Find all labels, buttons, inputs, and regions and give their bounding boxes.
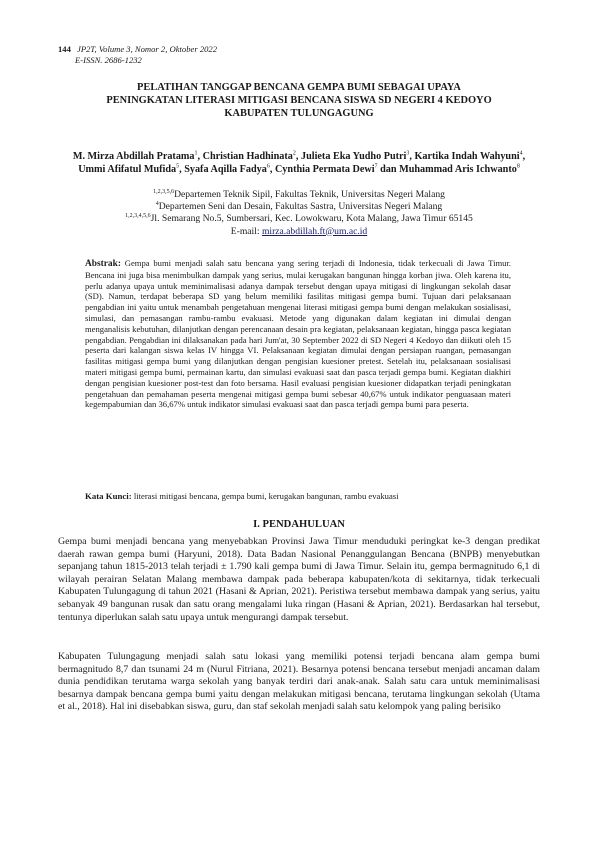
running-header <box>58 44 217 65</box>
title-line: KABUPATEN TULUNGAGUNG <box>224 108 374 119</box>
page-number: 144 <box>58 44 71 54</box>
title-line: PELATIHAN TANGGAP BENCANA GEMPA BUMI SEBAGAI UPAYA <box>137 82 461 93</box>
author-separator: , <box>269 164 275 176</box>
author-name: Julieta Eka Yudho Putri <box>300 151 407 162</box>
body-paragraph: Kabupaten Tulungagung menjadi salah satu lokasi yang memiliki potensi terjadi bencana alam gempa bumi bermagnitudo 8,7 dan tsunami 24 m (Nurul Fitriana, 2021). Besarnya potensi bencana tersebut menjadi ancaman dalam dunia pendidikan terutama warga sekolah yang banyak terdiri dari anak-anak. Salah satu cara untuk meminimalisasi besarnya dampak bencana gempa bumi yaitu dengan melakukan mitigasi bencana, terutama lingkungan sekolah (Utama et al., 2018). Hal ini disebabkan siswa, guru, dan staf sekolah menjadi salah satu kelompok yang paling berisiko <box>58 651 540 713</box>
author-name: Christian Hadhinata <box>202 151 293 162</box>
section-heading: I. PENDAHULUAN <box>253 519 345 530</box>
author-separator: , <box>295 151 301 162</box>
author-name: Ummi Afifatul Mufida <box>78 164 177 176</box>
affiliation-line: $^4$Departemen Seni dan Desain, Fakultas Sastra, Universitas Negeri Malang <box>155 201 443 213</box>
author-affiliation-mark: 2 <box>292 150 296 157</box>
author-name: Syafa Aqilla Fadya <box>184 164 267 176</box>
body-paragraph: Gempa bumi menjadi bencana yang menyebabkan Provinsi Jawa Timur menduduki peringkat ke-3 dengan predikat daerah rawan gempa bumi (Haryuni, 2018). Data Badan Nasional Penanggulangan Bencana (BNPB) menyebutkan sepanjang tahun 1815-2013 telah terjadi ± 1.790 kali gempa bumi di Jawa Timur. Selain itu, gempa bermagnitudo 6,1 di wilayah perairan Selatan Malang membawa dampak pada beberapa kabupaten/kota di sekitarnya, tidak terkecuali Kabupaten Tulungagung di tahun 2021 (Hasani & Aprian, 2021). Peristiwa tersebut membawa dampak yang serius, yaitu sebanyak 49 bangunan rusak dan satu orang mengalami luka ringan (Hasani & Aprian, 2021). Berdasarkan hal tersebut, tentunya diperlukan salah satu upaya untuk mengurangi dampak tersebut. <box>58 536 540 623</box>
email-link[interactable]: mirza.abdillah.ft@um.ac.id <box>261 225 368 237</box>
paper-title <box>58 81 540 120</box>
author-affiliation-mark: 6 <box>266 163 270 170</box>
author-name: Cynthia Permata Dewi <box>274 164 375 176</box>
author-separator: , <box>179 164 185 176</box>
author-affiliation-mark: 1 <box>194 150 198 157</box>
abstract-label: Abstrak: <box>85 259 121 269</box>
author-separator: dan <box>377 164 400 176</box>
author-list <box>58 150 540 177</box>
author-name: Muhammad Aris Ichwanto <box>399 164 517 176</box>
author-separator: , <box>522 151 526 162</box>
affiliation-line: $^{1,2,3,4,5,6}$Jl. Semarang No.5, Sumbersari, Kec. Lowokwaru, Kota Malang, Jawa Timur 65145 <box>125 213 473 225</box>
email-line: E-mail: mirza.abdillah.ft@um.ac.id <box>230 225 368 237</box>
title-line: PENINGKATAN LITERASI MITIGASI BENCANA SISWA SD NEGERI 4 KEDOYO <box>106 95 492 106</box>
author-affiliation-mark: 8 <box>516 163 520 170</box>
issn: E-ISSN. 2686-1232 <box>75 54 142 65</box>
abstract <box>85 258 511 410</box>
author-affiliation-mark: 4 <box>519 150 523 157</box>
author-separator: , <box>409 151 415 162</box>
affiliation-line: $^{1,2,3,5,6}$Departemen Teknik Sipil, Fakultas Teknik, Universitas Negeri Malang <box>153 188 445 200</box>
keywords-text: literasi mitigasi bencana, gempa bumi, kerugakan bangunan, rambu evakuasi <box>133 491 399 501</box>
abstract-text: Gempa bumi menjadi salah satu bencana yang sering terjadi di Indonesia, tidak terkecuali di Jawa Timur. Bencana ini juga bisa menimbulkan dampak yang serius, mulai kerugakan bangunan hingga korban jiwa. Oleh karena itu, perlu adanya upaya untuk meminimalisasi adanya dampak tersebut dengan upaya mitigasi di lingkungan sekolah dasar (SD). Namun, terdapat beberapa SD yang belum memiliki fasilitas mitigasi gempa bumi. Tujuan dari pelaksanaan pengabdian ini yaitu untuk menambah pengetahuan mengenai literasi mitigasi gempa bumi dengan melakukan sosialisasi, simulasi, dan pemasangan rambu-rambu evakuasi. Metode yang digunakan dalam kegiatan ini dimulai dengan menganalisis kebutuhan, dilanjutkan dengan perencanaan desain pra kegiatan, pelaksanaan kegiatan, hingga pasca kegiatan pengabdian. Pengabdian ini dilaksanakan pada hari Jum'at, 30 September 2022 di SD Negeri 4 Kedoyo dan diikuti oleh 15 peserta dari kalangan siswa kelas IV hingga VI. Pelaksanaan kegiatan dimulai dengan persiapan ruangan, pemasangan fasilitas mitigasi gempa bumi yang dilanjutkan dengan pengisian kuesioner pretest. Setelah itu, pelaksanaan sosialisasi materi mitigasi gempa bumi, permainan kartu, dan simulasi evakuasi saat dan pasca terjadi gempa bumi. Kegiatan diakhiri dengan pengisian kuesioner post-test dan foto bersama. Hasil evaluasi pengisian kuesioner didapatkan terjadi peningkatan pengetahuan dan pemahaman peserta mengenai mitigasi gempa bumi sebesar 40,67% untuk indikator penguasaan materi kegempabumian dan 36,67% untuk indikator simulasi evakuasi saat dan pasca terjadi gempa bumi para peserta. <box>85 258 511 410</box>
author-affiliation-mark: 7 <box>374 163 378 170</box>
author-affiliation-mark: 5 <box>176 163 180 170</box>
affiliations <box>58 189 540 238</box>
keywords-label: Kata Kunci: <box>85 491 132 501</box>
author-name: M. Mirza Abdillah Pratama <box>72 151 195 162</box>
author-affiliation-mark: 3 <box>406 150 410 157</box>
journal-info: JP2T, Volume 3, Nomor 2, Oktober 2022 <box>77 44 218 54</box>
author-separator: , <box>197 151 203 162</box>
author-name: Kartika Indah Wahyuni <box>414 151 520 162</box>
keywords <box>85 491 511 502</box>
